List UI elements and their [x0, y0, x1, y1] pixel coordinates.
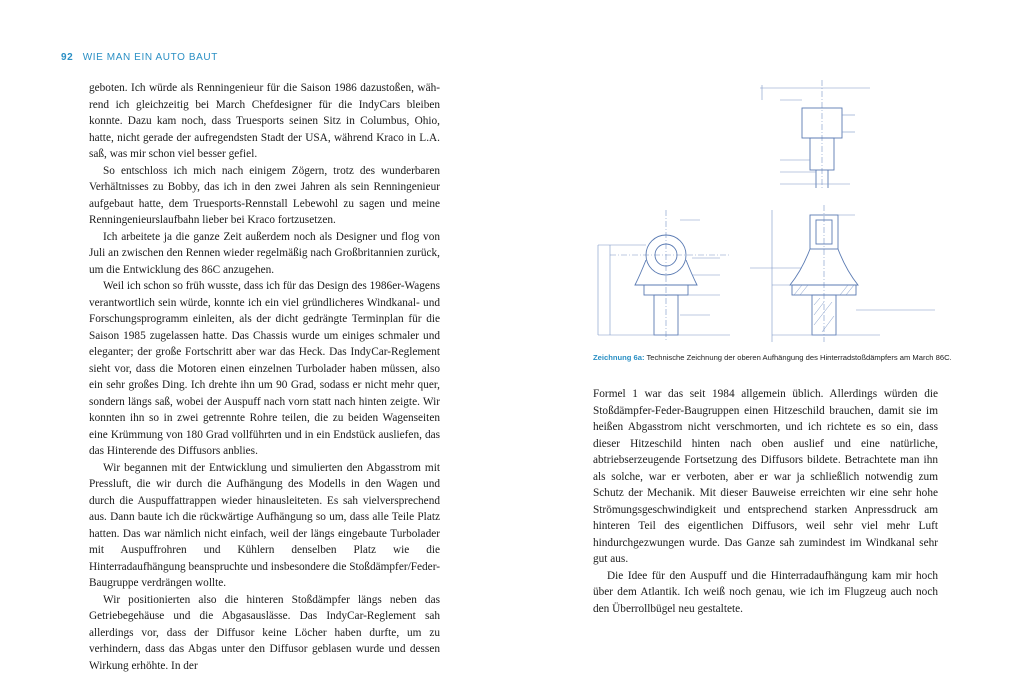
- paragraph: geboten. Ich würde als Renningenieur für die Saison 1986 dazustoßen, während ich gleichzeitig bei March Chefdesigner für die IndyCars bleiben konnte. Dazu kam noch, dass Truesports seinen Sitz in Columbus, Ohio, hatte, nicht gerade der aufregendsten Stadt der USA, während Kraco in L.A. saß, was mir schon viel besser gefiel.: [89, 80, 440, 163]
- right-text-column: [593, 386, 938, 617]
- running-title: WIE MAN EIN AUTO BAUT: [83, 52, 218, 63]
- paragraph: Formel 1 war das seit 1984 allgemein üblich. Allerdings würden die Stoßdämpfer-Feder-Baugruppen einen Hitzeschild brauchen, damit sie im heißen Abgasstrom nicht verschmorten, und ich richtete es so ein, dass dieser Hitzeschild hinten nach oben auslief und eine natürliche, abtriebserzeugende Fortsetzung des Diffusors bildete. Betrachtete man ihn als solche, war er verboten, aber er war ja schließlich notwendig zum Schutz der Mechanik. Mit dieser Bauweise erreichten wir eine sehr hohe Strömungsgeschwindigkeit und entsprechend starken Anpressdruck am hinteren Teil des eigentlichen Diffusors, weil sehr viel mehr Luft hindurchgezwungen wurde. Das Ganze sah zumindest im Windkanal sehr gut aus.: [593, 386, 938, 568]
- figure-label: Zeichnung 6a:: [593, 353, 644, 362]
- paragraph: So entschloss ich mich nach einigem Zögern, trotz des wunderbaren Verhältnisses zu Bobby, das ich in den zwei Jahren als sein Renningenieur aufgebaut hatte, dem Truesports-Rennstall Lebewohl zu sagen und meine Renningenieurslaufbahn lieber bei Kraco fortzusetzen.: [89, 163, 440, 229]
- page-number: 92: [61, 52, 73, 63]
- running-header: [61, 52, 218, 63]
- paragraph: Die Idee für den Auspuff und die Hinterradaufhängung kam mir hoch über dem Atlantik. Ich weiß noch genau, wie ich im Flugzeug auch noch den Überrollbügel neu gestaltete.: [593, 568, 938, 618]
- figure-caption-text: Technische Zeichnung der oberen Aufhängung des Hinterradstoßdämpfers am March 86C.: [646, 353, 951, 362]
- paragraph: Weil ich schon so früh wusste, dass ich für das Design des 1986er-Wagens verantwortlich sein würde, konnte ich ein viel gründlicheres Windkanal- und Forschungsprogramm einleiten, als der dicht gedrängte Terminplan für die Saison 1985 zugelassen hatte. Das Chassis wurde um einiges schmaler und eleganter; der große Fortschritt aber war das Heck. Das IndyCar-Reglement sieht vor, dass die Motoren einen einzelnen Turbolader haben müssen, also ein sehr großes Ding. Ich drehte ihn um 90 Grad, sodass er nicht mehr quer, sondern längs saß, wobei der Auspuff nach vorn statt nach hinten zeigte. Wir konnten ihn so in zwei getrennte Rohre teilen, die zu beiden Wagenseiten eine Krümmung von 180 Grad vollführten und in ein Endstück ausliefen, das das Hinterende des Diffusors anblies.: [89, 278, 440, 460]
- paragraph: Wir begannen mit der Entwicklung und simulierten den Abgasstrom mit Pressluft, die wir durch die Aufhängung des Modells in den Wagen und durch die Auspuffattrappen wieder hinausleiteten. Es sah vielversprechend aus. Dann baute ich die rückwärtige Aufhängung so um, dass alle Teile Platz hatten. Das war nämlich nicht einfach, weil der längs eingebaute Turbolader mit Auspuffrohren und Kühlern denselben Platz wie die Hinterradaufhängung beanspruchte und insbesondere die Stoßdämpfer/Feder-Baugruppe verdrängen wollte.: [89, 460, 440, 592]
- top-view: [760, 80, 870, 190]
- figure-caption: [593, 353, 953, 362]
- left-text-column: [89, 80, 440, 674]
- paragraph: Wir positionierten also die hinteren Stoßdämpfer längs neben das Getriebegehäuse und die Abgasauslässe. Das IndyCar-Reglement sah allerdings vor, dass der Diffusor keine Löcher haben durfte, um zu verhindern, dass das Abgas unter den Diffusor geblasen wurde und dessen Wirkung erhöhte. In der: [89, 592, 440, 674]
- side-view: [750, 205, 935, 342]
- paragraph: Ich arbeitete ja die ganze Zeit außerdem noch als Designer und flog von Juli an zwischen den Rennen wieder regelmäßig nach Großbritannien zurück, um die Entwicklung des 86C anzugehen.: [89, 229, 440, 279]
- technical-drawing: [580, 80, 940, 350]
- front-view: [598, 210, 730, 342]
- drawing-illustration: [580, 80, 940, 350]
